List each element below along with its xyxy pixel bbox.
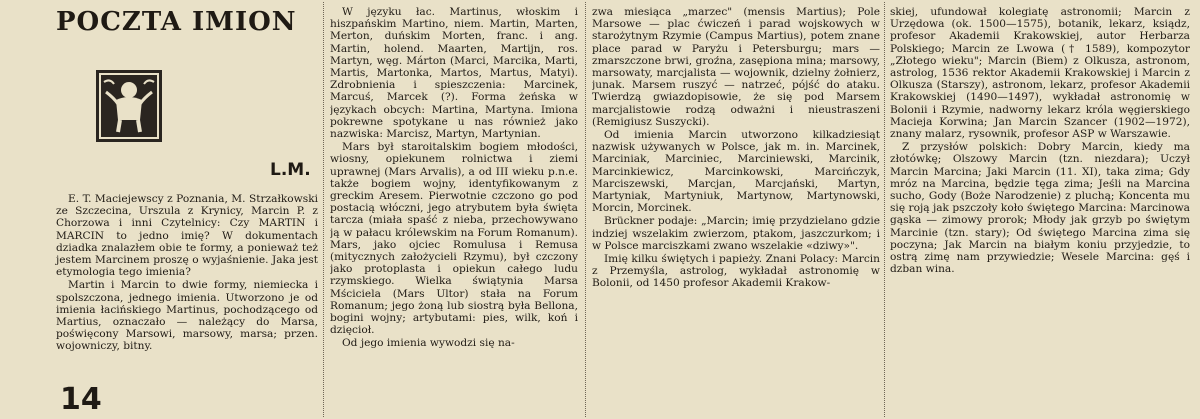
column-divider bbox=[323, 2, 324, 417]
column-2 bbox=[330, 6, 578, 413]
paragraph: Brückner podaje: „Marcin; imię przydzielano gdzie indziej wszelakim zwierzom, ptakom, jaszczurkom; i w Polsce marciszkami zwano wszelakie «dziwy»". bbox=[592, 215, 880, 252]
page-number: 14 bbox=[60, 382, 102, 417]
cherub-emblem-icon bbox=[96, 70, 162, 142]
column-divider bbox=[884, 2, 885, 417]
paragraph: Martin i Marcin to dwie formy, niemiecka i spolszczona, jednego imienia. Utworzono je od imienia łacińskiego Martinus, pochodzącego od Martius, oznaczało — należący do Marsa, poświęcony Marsowi, marsowy, marsa; przen. wojowniczy, bitny. bbox=[56, 279, 318, 353]
author-initials: L.M. bbox=[270, 160, 311, 180]
reader-question: E. T. Maciejewscy z Poznania, M. Strzałkowski ze Szczecina, Urszula z Krynicy, Marcin P. z Chorzowa i inni Czytelnicy: Czy MARTIN i MARCIN to jedno imię? W dokumentach dziadka znalazłem obie te formy, a ponieważ też jestem Marcinem proszę o wyjaśnienie. Jaka jest etymologia tego imienia? bbox=[56, 193, 318, 279]
paragraph: Od jego imienia wywodzi się na- bbox=[342, 337, 515, 350]
paragraph: Imię kilku świętych i papieży. Znani Polacy: Marcin z Przemyśla, astrolog, wykładał astronomię w Bolonii, od 1450 profesor Akademii Krakow- bbox=[592, 253, 880, 290]
paragraph: Od imienia Marcin utworzono kilkadziesiąt nazwisk używanych w Polsce, jak m. in. Marcinek, Marciniak, Marciniec, Marciniewski, Marcinik, Marcinkiewicz, Marcinkowski, Marcińczyk, Marciszewski, Marcjan, Marcjański, Martyn, Martyniak, Martyniuk, Martynow, Martynowski, Morcin, Morcinek. bbox=[592, 129, 880, 215]
column-divider bbox=[585, 2, 586, 417]
paragraph: zwa miesiąca „marzec" (mensis Martius); Pole Marsowe — plac ćwiczeń i parad wojskowych w starożytnym Rzymie (Campus Martius), potem znane place parad w Paryżu i Petersburgu; mars — zmarszczone brwi, groźna, zasępiona mina; marsowy, marsowaty, marcjalista — wojownik, dzielny żołnierz, junak. Marsem ruszyć — natrzeć, pójść do ataku. Twierdzą gwiazdopisowie, że się pod Marsem marcjalistowie rodzą odważni i nieustraszeni (Remigiusz Suszycki). bbox=[592, 6, 880, 128]
paragraph: W języku łac. Martinus, włoskim i hiszpańskim Martino, niem. Martin, Marten, Merton, duńskim Morten, franc. i ang. Martin, holend. Maarten, Martijn, ros. Martyn, węg. Márton (Marci, Marcika, Marti, Martis, Martonka, Martos, Martus, Matyi). Zdrobnienia i spieszczenia: Marcinek, Marcuś, Marcek (?). Forma żeńska w językach obcych: Martina, Martyna. Imiona pokrewne spotykane u nas również jako nazwiska: Marcisz, Martyn, Martynian. bbox=[330, 6, 578, 141]
paragraph: skiej, ufundował kolegiatę astronomii; Marcin z Urzędowa (ok. 1500—1575), botanik, lekarz, ksiądz, profesor Akademii Krakowskiej, autor Herbarza Polskiego; Marcin ze Lwowa († 1589), kompozytor „Złotego wieku"; Marcin (Biem) z Olkusza, astronom, astrolog, 1536 rektor Akademii Krakowskiej i Marcin z Olkusza (Starszy), astronom, lekarz, profesor Akademii Krakowskiej (1490—1497), wykładał astronomię w Bolonii i Rzymie, nadworny lekarz króla węgierskiego Macieja Korwina; Jan Marcin Szancer (1902—1972), znany malarz, rysownik, profesor ASP w Warszawie. bbox=[890, 6, 1190, 141]
paragraph: Mars był staroitalskim bogiem młodości, wiosny, opiekunem rolnictwa i ziemi uprawnej (Mars Arvalis), a od III wieku p.n.e. także bogiem wojny, identyfikowanym z greckim Aresem. Pierwotnie czczono go pod postacią włóczni, jego atrybutem była święta tarcza (miała spaść z nieba, przechowywano ją w pałacu królewskim na Forum Romanum). Mars, jako ojciec Romulusa i Remusa (mitycznych założycieli Rzymu), był czczony jako protoplasta i opiekun całego ludu rzymskiego. Wielka świątynia Marsa Mściciela (Mars Ultor) stała na Forum Romanum; jego żoną lub siostrą była Bellona, bogini wojny; artybutami: pies, wilk, koń i dzięcioł. bbox=[330, 141, 578, 337]
column-4 bbox=[890, 6, 1190, 413]
article-title: POCZTA IMION bbox=[56, 7, 297, 37]
column-3 bbox=[592, 6, 880, 413]
intro-text bbox=[56, 193, 318, 354]
paragraph: Z przysłów polskich: Dobry Marcin, kiedy ma złotówkę; Olszowy Marcin (tzn. niezdara); Uczył Marcin Marcina; Jaki Marcin (11. XI), taka zima; Gdy mróz na Marcina, będzie tęga zima; Jeśli na Marcina sucho, Gody (Boże Narodzenie) z pluchą; Koncenta mu się roją jak pszczoły koło świętego Marcina: Marcinowa gąska — zimowy prorok; Młody jak grzyb po świętym Marcinie (tzn. stary); Od świętego Marcina zima się poczyna; Jak Marcin na białym koniu przyjedzie, to ostrą zimę nam przywiedzie; Wesele Marcina: gęś i dzban wina. bbox=[890, 141, 1190, 276]
